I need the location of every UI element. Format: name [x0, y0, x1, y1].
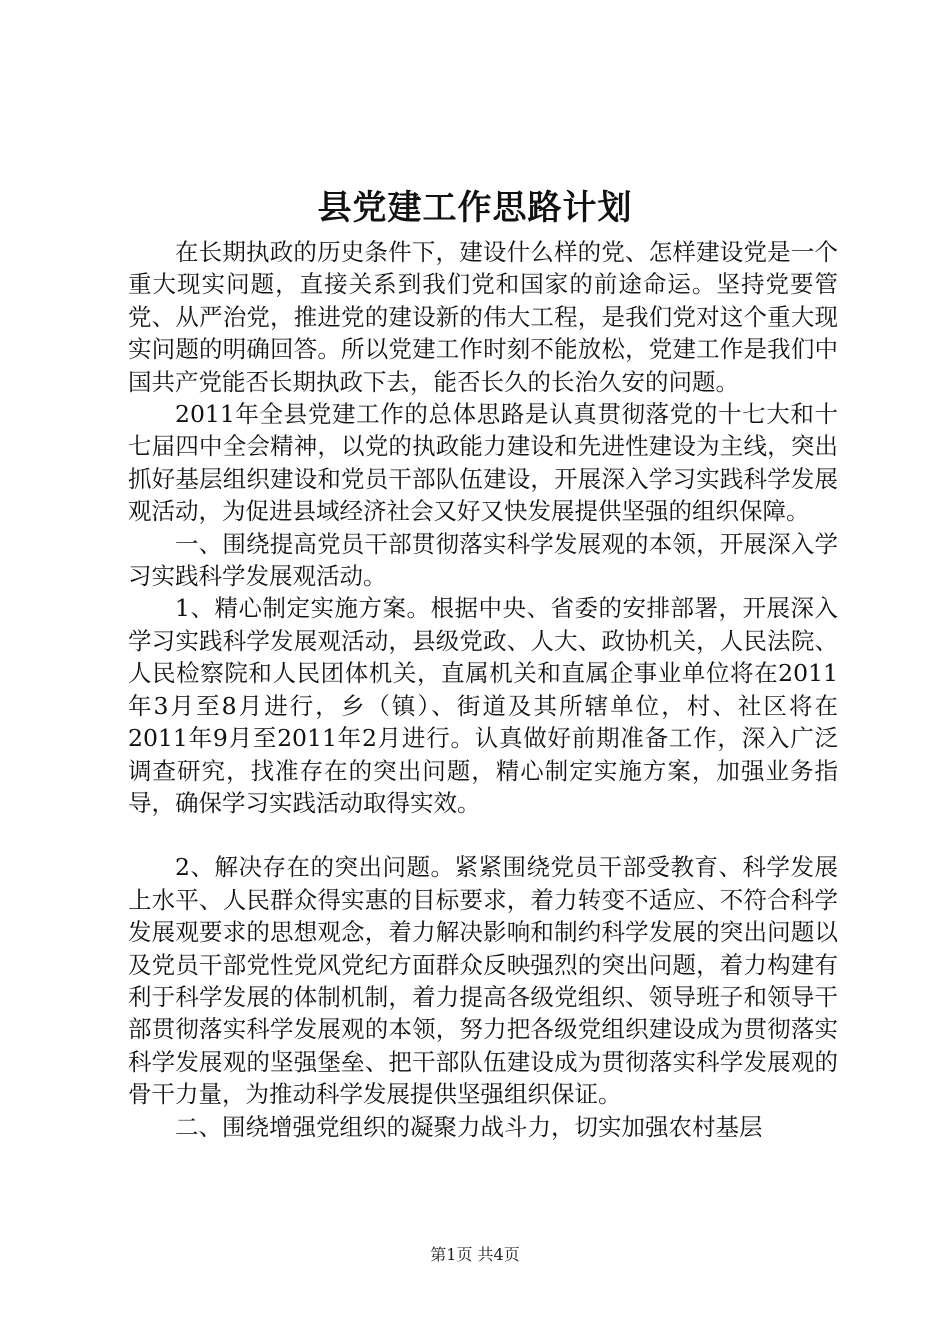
paragraph-overall-approach: 2011年全县党建工作的总体思路是认真贯彻落党的十七大和十七届四中全会精神，以党的执政能力建设和先进性建设为主线，突出抓好基层组织建设和党员干部队伍建设，开展深入学习实践科学发展观活动，为促进县域经济社会又好又快发展提供坚强的组织保障。	[128, 400, 838, 526]
paragraph-item-2: 2、解决存在的突出问题。紧紧围绕党员干部受教育、科学发展上水平、人民群众得实惠的目标要求，着力转变不适应、不符合科学发展观要求的思想观念，着力解决影响和制约科学发展的突出问题以及党员干部党性党风党纪方面群众反映强烈的突出问题，着力构建有利于科学发展的体制机制，着力提高各级党组织、领导班子和领导干部贯彻落实科学发展观的本领，努力把各级党组织建设成为贯彻落实科学发展观的坚强堡垒、把干部队伍建设成为贯彻落实科学发展观的骨干力量，为推动科学发展提供坚强组织保证。	[128, 853, 838, 1109]
paragraph-item-1: 1、精心制定实施方案。根据中央、省委的安排部署，开展深入学习实践科学发展观活动，县级党政、人大、政协机关，人民法院、人民检察院和人民团体机关，直属机关和直属企事业单位将在2011年3月至8月进行，乡（镇）、街道及其所辖单位，村、社区将在2011年9月至2011年2月进行。认真做好前期准备工作，深入广泛调查研究，找准存在的突出问题，精心制定实施方案，加强业务指导，确保学习实践活动取得实效。	[128, 594, 838, 817]
paragraph-intro: 在长期执政的历史条件下，建设什么样的党、怎样建设党是一个重大现实问题，直接关系到我们党和国家的前途命运。坚持党要管党、从严治党，推进党的建设新的伟大工程，是我们党对这个重大现实问题的明确回答。所以党建工作时刻不能放松，党建工作是我们中国共产党能否长期执政下去，能否长久的长治久安的问题。	[128, 238, 838, 396]
page-number-footer: 第1页 共4页	[430, 1245, 520, 1264]
document-body	[128, 236, 838, 1143]
document-title: 县党建工作思路计划	[317, 188, 633, 228]
section-heading-two: 二、围绕增强党组织的凝聚力战斗力，切实加强农村基层	[175, 1112, 763, 1141]
section-heading-one: 一、围绕提高党员干部贯彻落实科学发展观的本领，开展深入学习实践科学发展观活动。	[128, 529, 838, 591]
